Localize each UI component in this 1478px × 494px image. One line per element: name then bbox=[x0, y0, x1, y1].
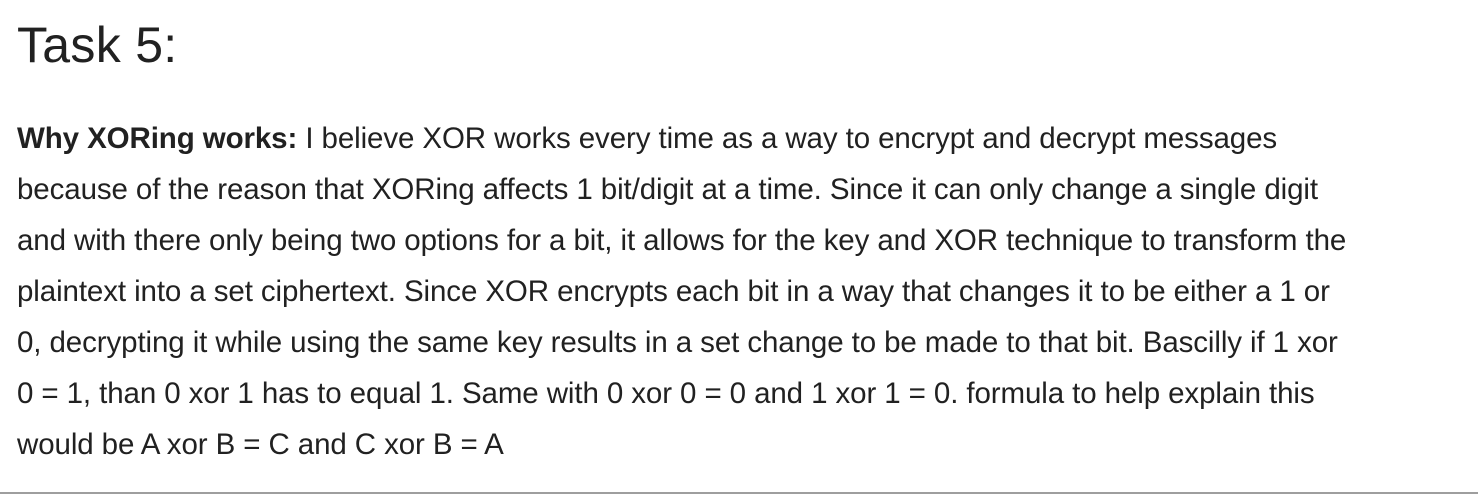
paragraph-line-5: 0, decrypting it while using the same key results in a set change to be made to that bit. Bascilly if 1 xor bbox=[17, 326, 1338, 359]
lead-in-label: Why XORing works: bbox=[17, 122, 298, 155]
paragraph-line-6: 0 = 1, than 0 xor 1 has to equal 1. Same with 0 xor 0 = 0 and 1 xor 1 = 0. formula to help explain this bbox=[17, 377, 1315, 410]
paragraph-line-3: and with there only being two options for a bit, it allows for the key and XOR technique to transform the bbox=[17, 224, 1347, 257]
paragraph-line-1 bbox=[17, 113, 1475, 164]
paragraph-line-4: plaintext into a set ciphertext. Since XOR encrypts each bit in a way that changes it to be either a 1 or bbox=[17, 275, 1330, 308]
task-answer-paragraph bbox=[17, 113, 1475, 470]
paragraph-line-7: would be A xor B = C and C xor B = A bbox=[17, 428, 504, 461]
paragraph-line-1-text: I believe XOR works every time as a way to encrypt and decrypt messages bbox=[297, 122, 1278, 155]
paragraph-line-2: because of the reason that XORing affects 1 bit/digit at a time. Since it can only change a single digit bbox=[17, 173, 1318, 206]
task-title: Task 5: bbox=[17, 17, 178, 73]
